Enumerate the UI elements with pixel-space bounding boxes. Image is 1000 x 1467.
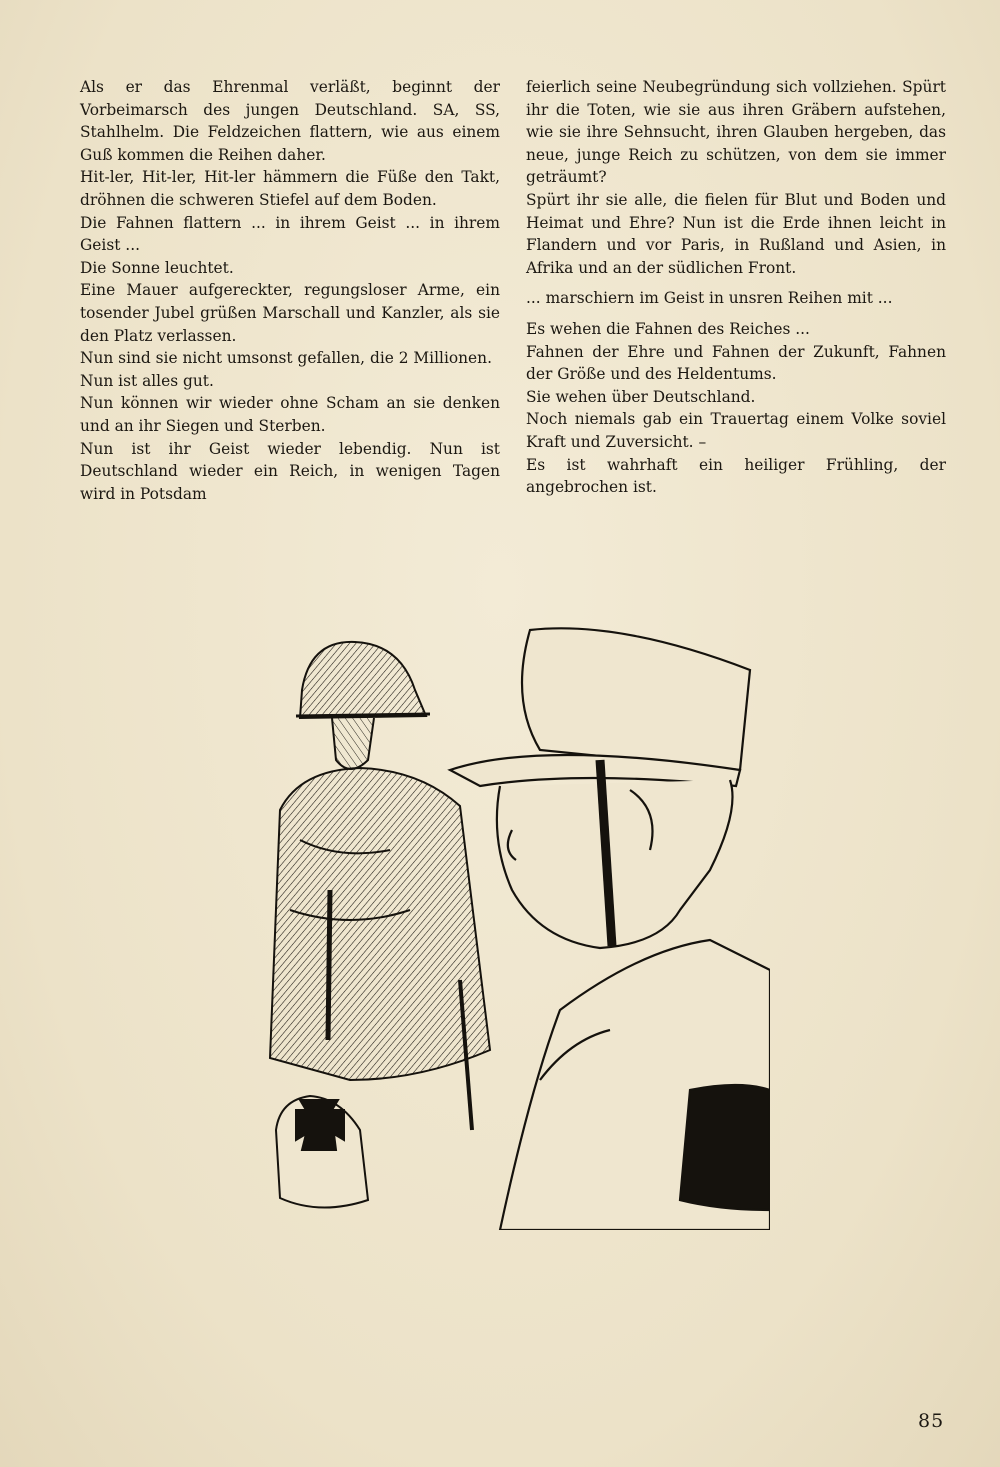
paragraph: Nun ist alles gut. bbox=[80, 371, 214, 390]
paragraph: Sie wehen über Deutschland. bbox=[526, 387, 756, 406]
capped-soldier-figure bbox=[450, 628, 770, 1230]
paragraph: Fahnen der Ehre und Fahnen der Zukunft, Fahnen der Größe und des Heldentums. bbox=[526, 342, 946, 384]
paragraph: ... marschiern im Geist in unsren Reihen mit ... bbox=[526, 289, 893, 308]
hand-holding-cross bbox=[276, 1096, 368, 1208]
paragraph: Die Sonne leuchtet. bbox=[80, 258, 234, 277]
page-number: 85 bbox=[918, 1410, 945, 1432]
paragraph: Nun ist ihr Geist wieder lebendig. Nun ist Deutschland wieder ein Reich, in wenigen Tagen wird in Potsdam bbox=[80, 439, 500, 503]
paragraph: Es wehen die Fahnen des Reiches ... bbox=[526, 319, 810, 338]
paragraph: Die Fahnen flattern ... in ihrem Geist ... in ihrem Geist ... bbox=[80, 213, 500, 255]
text-column-right bbox=[526, 76, 946, 499]
paragraph: Nun können wir wieder ohne Scham an sie denken und an ihr Siegen und Sterben. bbox=[80, 394, 500, 435]
paragraph: Hit-ler, Hit-ler, Hit-ler hämmern die Füße den Takt, dröhnen die schweren Stiefel auf dem Boden. bbox=[80, 168, 500, 209]
paragraph: Nun sind sie nicht umsonst gefallen, die 2 Millionen. bbox=[80, 349, 492, 368]
paragraph: Noch niemals gab ein Trauertag einem Volke soviel Kraft und Zuversicht. – bbox=[526, 410, 946, 451]
paragraph: Als er das Ehrenmal verläßt, beginnt der Vorbeimarsch des jungen Deutschland. SA, SS, Stahlhelm. Die Feldzeichen flattern, wie aus einem Guß kommen die Reihen daher. bbox=[80, 78, 500, 164]
text-column-left bbox=[80, 76, 500, 505]
paragraph: Eine Mauer aufgereckter, regungsloser Arme, ein tosender Jubel grüßen Marschall und Kanzler, als sie den Platz verlassen. bbox=[80, 281, 500, 345]
paragraph: Spürt ihr sie alle, die fielen für Blut und Boden und Heimat und Ehre? Nun ist die Erde ihnen leicht in Flandern und vor Paris, in Rußland und Asien, in Afrika und an der südlichen Front. bbox=[526, 190, 946, 277]
paragraph: feierlich seine Neubegründung sich vollziehen. Spürt ihr die Toten, wie sie aus ihren Gräbern aufstehen, wie sie ihre Sehnsucht, ihren Glauben hergeben, das neue, junge Reich zu schützen, von dem sie immer geträumt? bbox=[526, 78, 946, 187]
helmeted-soldier-figure bbox=[270, 642, 490, 1130]
paragraph: Es ist wahrhaft ein heiliger Frühling, der angebrochen ist. bbox=[526, 455, 946, 497]
soldiers-illustration bbox=[240, 610, 770, 1230]
